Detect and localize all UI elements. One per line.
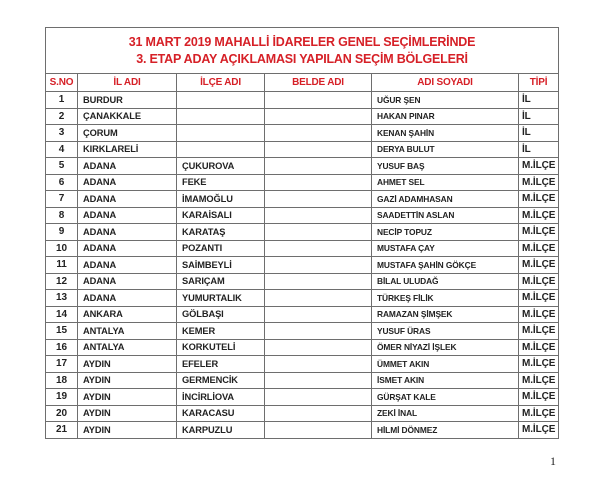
cell-adi-soyadi: HİLMİ DÖNMEZ [372,422,519,439]
cell-tipi: M.İLÇE [519,306,559,323]
table-row [46,174,559,191]
cell-ilce-adi: GÖLBAŞI [177,306,265,323]
cell-ilce-adi [177,125,265,142]
column-header-ilce: İLÇE ADI [177,74,265,92]
table-row [46,224,559,241]
cell-belde-adi [265,405,372,422]
cell-belde-adi [265,174,372,191]
cell-belde-adi [265,240,372,257]
cell-il-adi: AYDIN [78,356,177,373]
cell-sno: 8 [46,207,78,224]
cell-tipi: İL [519,92,559,109]
table-row [46,92,559,109]
cell-sno: 21 [46,422,78,439]
cell-il-adi: ADANA [78,207,177,224]
table-row [46,356,559,373]
cell-tipi: İL [519,108,559,125]
table-row [46,273,559,290]
cell-adi-soyadi: ÖMER NİYAZİ İŞLEK [372,339,519,356]
cell-il-adi: AYDIN [78,405,177,422]
table-row [46,240,559,257]
cell-adi-soyadi: İSMET AKIN [372,372,519,389]
table-row [46,257,559,274]
cell-tipi: M.İLÇE [519,224,559,241]
cell-ilce-adi: KARACASU [177,405,265,422]
cell-il-adi: ANTALYA [78,323,177,340]
cell-adi-soyadi: ÜMMET AKIN [372,356,519,373]
table-row [46,422,559,439]
cell-ilce-adi: KARAİSALI [177,207,265,224]
cell-adi-soyadi: GÜRŞAT KALE [372,389,519,406]
cell-il-adi: ADANA [78,290,177,307]
cell-tipi: İL [519,125,559,142]
cell-ilce-adi: SAİMBEYLİ [177,257,265,274]
document-title [46,28,559,74]
table-row [46,141,559,158]
cell-sno: 13 [46,290,78,307]
cell-belde-adi [265,290,372,307]
cell-belde-adi [265,356,372,373]
cell-sno: 19 [46,389,78,406]
cell-belde-adi [265,141,372,158]
table-row [46,389,559,406]
cell-tipi: M.İLÇE [519,422,559,439]
cell-il-adi: ANKARA [78,306,177,323]
cell-adi-soyadi: TÜRKEŞ FİLİK [372,290,519,307]
cell-belde-adi [265,306,372,323]
table-body [46,92,559,439]
cell-adi-soyadi: SAADETTİN ASLAN [372,207,519,224]
cell-il-adi: AYDIN [78,372,177,389]
cell-belde-adi [265,339,372,356]
title-line-1: 31 MART 2019 MAHALLİ İDARELER GENEL SEÇİMLERİNDE [128,34,476,49]
title-line-2: 3. ETAP ADAY AÇIKLAMASI YAPILAN SEÇİM BÖLGELERİ [136,51,468,66]
table-row [46,207,559,224]
cell-adi-soyadi: YUSUF BAŞ [372,158,519,175]
cell-sno: 16 [46,339,78,356]
cell-il-adi: ÇANAKKALE [78,108,177,125]
cell-belde-adi [265,422,372,439]
cell-belde-adi [265,224,372,241]
cell-ilce-adi [177,108,265,125]
table-row [46,405,559,422]
cell-adi-soyadi: MUSTAFA ŞAHİN GÖKÇE [372,257,519,274]
column-header-belde: BELDE ADI [265,74,372,92]
cell-il-adi: ADANA [78,224,177,241]
cell-adi-soyadi: GAZİ ADAMHASAN [372,191,519,208]
cell-ilce-adi: FEKE [177,174,265,191]
page-number: 1 [550,454,556,468]
cell-il-adi: ÇORUM [78,125,177,142]
cell-ilce-adi: KARATAŞ [177,224,265,241]
column-header-row [46,74,559,92]
cell-belde-adi [265,257,372,274]
cell-tipi: M.İLÇE [519,389,559,406]
column-header-tipi: TİPİ [519,74,559,92]
table-row [46,108,559,125]
cell-ilce-adi [177,141,265,158]
cell-il-adi: AYDIN [78,389,177,406]
cell-il-adi: BURDUR [78,92,177,109]
cell-adi-soyadi: UĞUR ŞEN [372,92,519,109]
cell-ilce-adi: KEMER [177,323,265,340]
cell-sno: 14 [46,306,78,323]
cell-il-adi: ADANA [78,257,177,274]
cell-belde-adi [265,158,372,175]
cell-tipi: M.İLÇE [519,405,559,422]
cell-tipi: M.İLÇE [519,191,559,208]
cell-sno: 5 [46,158,78,175]
cell-adi-soyadi: AHMET SEL [372,174,519,191]
cell-tipi: M.İLÇE [519,207,559,224]
cell-il-adi: ADANA [78,191,177,208]
cell-ilce-adi: ÇUKUROVA [177,158,265,175]
cell-tipi: M.İLÇE [519,257,559,274]
cell-tipi: M.İLÇE [519,290,559,307]
cell-belde-adi [265,191,372,208]
cell-sno: 2 [46,108,78,125]
cell-adi-soyadi: DERYA BULUT [372,141,519,158]
cell-adi-soyadi: KENAN ŞAHİN [372,125,519,142]
column-header-il: İL ADI [78,74,177,92]
cell-tipi: M.İLÇE [519,174,559,191]
cell-adi-soyadi: BİLAL ULUDAĞ [372,273,519,290]
cell-ilce-adi: GERMENCİK [177,372,265,389]
cell-belde-adi [265,273,372,290]
cell-sno: 6 [46,174,78,191]
column-header-adi-soyadi: ADI SOYADI [372,74,519,92]
cell-sno: 20 [46,405,78,422]
cell-belde-adi [265,207,372,224]
cell-tipi: M.İLÇE [519,240,559,257]
cell-tipi: İL [519,141,559,158]
cell-sno: 4 [46,141,78,158]
cell-ilce-adi: İNCİRLİOVA [177,389,265,406]
table-row [46,323,559,340]
table-row [46,372,559,389]
cell-tipi: M.İLÇE [519,323,559,340]
cell-ilce-adi: POZANTI [177,240,265,257]
cell-il-adi: KIRKLARELİ [78,141,177,158]
cell-ilce-adi: KORKUTELİ [177,339,265,356]
cell-tipi: M.İLÇE [519,339,559,356]
cell-sno: 15 [46,323,78,340]
cell-adi-soyadi: MUSTAFA ÇAY [372,240,519,257]
cell-adi-soyadi: NECİP TOPUZ [372,224,519,241]
cell-tipi: M.İLÇE [519,372,559,389]
candidate-regions-table [45,27,559,439]
cell-il-adi: ADANA [78,174,177,191]
cell-belde-adi [265,389,372,406]
cell-adi-soyadi: RAMAZAN ŞİMŞEK [372,306,519,323]
table-row [46,290,559,307]
cell-tipi: M.İLÇE [519,273,559,290]
cell-il-adi: ADANA [78,158,177,175]
cell-sno: 18 [46,372,78,389]
cell-il-adi: ADANA [78,240,177,257]
cell-sno: 3 [46,125,78,142]
table-row [46,339,559,356]
cell-sno: 17 [46,356,78,373]
cell-ilce-adi: İMAMOĞLU [177,191,265,208]
cell-belde-adi [265,372,372,389]
cell-ilce-adi: SARIÇAM [177,273,265,290]
table-row [46,158,559,175]
cell-sno: 9 [46,224,78,241]
cell-sno: 12 [46,273,78,290]
cell-il-adi: AYDIN [78,422,177,439]
cell-belde-adi [265,125,372,142]
cell-tipi: M.İLÇE [519,356,559,373]
table-row [46,306,559,323]
cell-belde-adi [265,108,372,125]
table-row [46,191,559,208]
column-header-sno: S.NO [46,74,78,92]
cell-adi-soyadi: HAKAN PINAR [372,108,519,125]
cell-ilce-adi [177,92,265,109]
cell-il-adi: ANTALYA [78,339,177,356]
cell-adi-soyadi: YUSUF ÜRAS [372,323,519,340]
cell-tipi: M.İLÇE [519,158,559,175]
cell-ilce-adi: YUMURTALIK [177,290,265,307]
cell-il-adi: ADANA [78,273,177,290]
cell-adi-soyadi: ZEKİ İNAL [372,405,519,422]
cell-ilce-adi: EFELER [177,356,265,373]
cell-belde-adi [265,323,372,340]
cell-sno: 11 [46,257,78,274]
cell-sno: 10 [46,240,78,257]
table-row [46,125,559,142]
cell-ilce-adi: KARPUZLU [177,422,265,439]
cell-belde-adi [265,92,372,109]
cell-sno: 1 [46,92,78,109]
cell-sno: 7 [46,191,78,208]
